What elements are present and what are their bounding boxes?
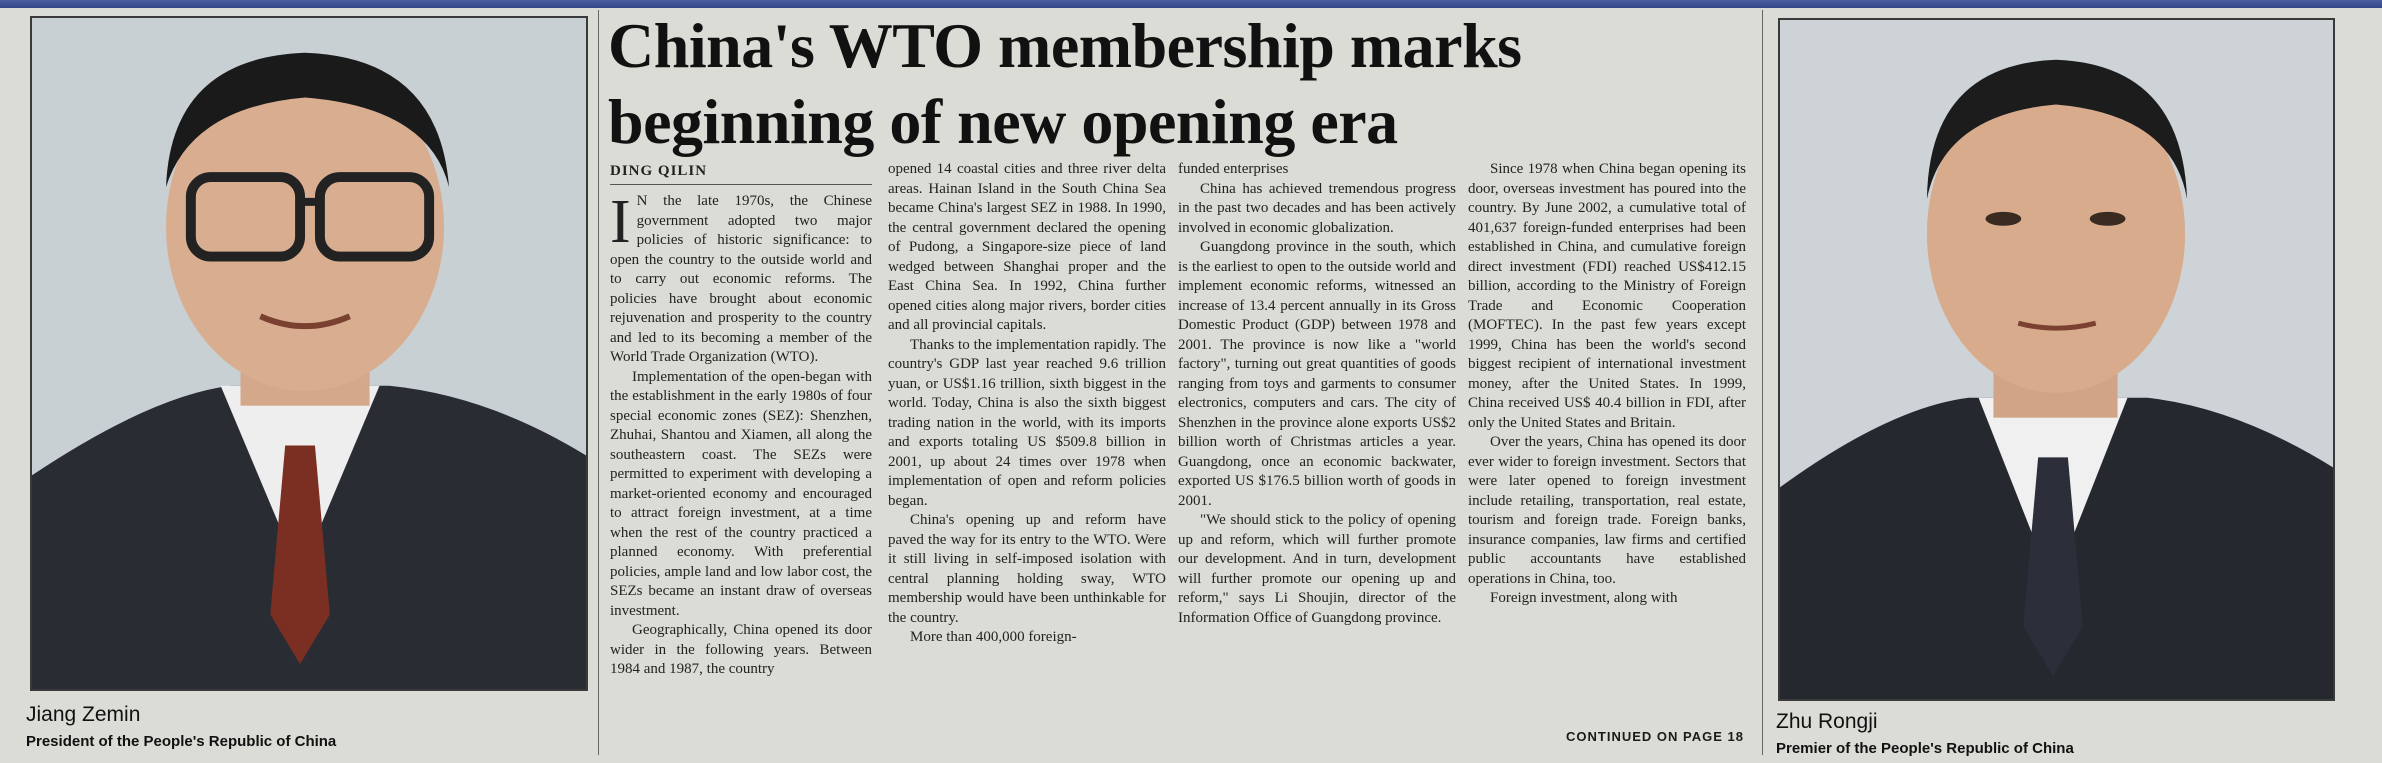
paragraph: funded enterprises [1178, 161, 1289, 177]
paragraph: Foreign investment, along with [1490, 590, 1678, 606]
paragraph: Over the years, China has opened its door ever wider to foreign investment. Sectors that were later opened to foreign investment include retailing, transportation, real estate, tourism and foreign trade. Foreign banks, insurance companies, law firms and certified public accountants have established operations in China, too. [1468, 434, 1746, 587]
article-column-1 [610, 188, 872, 680]
byline-rule [610, 184, 872, 185]
paragraph: More than 400,000 foreign- [910, 629, 1077, 645]
photo-caption-left [26, 703, 336, 750]
article-column-4 [1468, 160, 1746, 609]
paragraph: "We should stick to the policy of opening up and reform, which will further promote our development. And in turn, development will further promote our opening up and reform," says Li Shoujin, director of the Information Office of Guangdong province. [1178, 512, 1456, 626]
paragraph: China's opening up and reform have paved the way for its entry to the WTO. Were it still living in self-imposed isolation with central planning holding sway, WTO membership would have been unthinkable for the country. [888, 512, 1166, 626]
paragraph: I N the late 1970s, the Chinese government adopted two major policies of historic significance: to open the country to the outside world and to carry out economic reforms. The policies have brought about economic rejuvenation and prosperity to the country and led to its becoming a member of the World Trade Organization (WTO). [610, 188, 872, 365]
paragraph: opened 14 coastal cities and three river delta areas. Hainan Island in the South China Sea became China's largest SEZ in 1988. In 1990, the central government declared the opening of Pudong, a Singapore-size piece of land wedged between Shanghai proper and the East China Sea. In 1992, China further opened cities along major rivers, border cities and all provincial capitals. [888, 161, 1166, 333]
caption-name-left: Jiang Zemin [26, 703, 141, 726]
photo-caption-right [1776, 710, 2074, 757]
column-divider-left [598, 10, 599, 755]
paragraph: Implementation of the open-began with the establishment in the early 1980s of four special economic zones (SEZ): Shenzhen, Zhuhai, Shantou and Xiamen, all along the southeastern coast. The SEZs were permitted to experiment with developing a market-oriented economy and encouraged to attract foreign investment, at a time when the rest of the country practiced a planned economy. With preferential policies, ample land and low labor cost, the SEZs became an instant draw of overseas investment. [610, 368, 872, 619]
paragraph: Since 1978 when China began opening its door, overseas investment has poured into the country. By June 2002, a cumulative total of 401,637 foreign-funded enterprises had been established in China, and cumulative foreign direct investment (FDI) reached US$412.15 billion, according to the Ministry of Foreign Trade and Economic Cooperation (MOFTEC). In the past few years except 1999, China has been the world's second biggest recipient of international investment money, after the United States. In 1999, China received US$ 40.4 billion in FDI, after only the United States and Britain. [1468, 161, 1746, 431]
top-color-band [0, 0, 2382, 8]
article-column-2 [888, 160, 1166, 648]
caption-role-right: Premier of the People's Republic of China [1776, 740, 2074, 757]
byline: DING QILIN [610, 163, 708, 179]
column-divider-right [1762, 10, 1763, 755]
caption-name-right: Zhu Rongji [1776, 710, 1878, 733]
paragraph: Geographically, China opened its door wider in the following years. Between 1984 and 1987, the country [610, 622, 872, 677]
paragraph: China has achieved tremendous progress in the past two decades and has been actively involved in economic globalization. [1178, 180, 1456, 236]
headline: China's WTO membership marks beginning of new opening era [608, 10, 1522, 157]
portrait-photo-left [30, 16, 588, 691]
article-column-3 [1178, 160, 1456, 628]
paragraph: Guangdong province in the south, which is the earliest to open to the outside world and implement economic reforms, witnessed an increase of 13.4 percent annually in its Gross Domestic Product (GDP) between 1978 and 2001. The province is now like a "world factory", turning out great quantities of goods ranging from toys and garments to consumer electronics, computers and cars. The city of Shenzhen in the province alone exports US$2 billion worth of Christmas articles a year. Guangdong, once an economic backwater, exported US $176.5 billion worth of goods in 2001. [1178, 239, 1456, 509]
caption-role-left: President of the People's Republic of China [26, 733, 337, 750]
portrait-left-image [32, 18, 586, 689]
portrait-photo-right [1778, 18, 2335, 701]
continued-on-page-link[interactable]: CONTINUED ON PAGE 18 [1566, 729, 1744, 744]
portrait-right-image [1780, 20, 2333, 699]
paragraph: Thanks to the implementation rapidly. The country's GDP last year reached 9.6 trillion yuan, or US$1.16 trillion, sixth biggest in the world. Today, China is also the sixth biggest trading nation in the world, with its imports and exports totaling US $509.8 billion in 2001, up about 24 times over 1978 when implementation of open and reform policies began. [888, 336, 1166, 509]
drop-cap: I [610, 188, 631, 256]
